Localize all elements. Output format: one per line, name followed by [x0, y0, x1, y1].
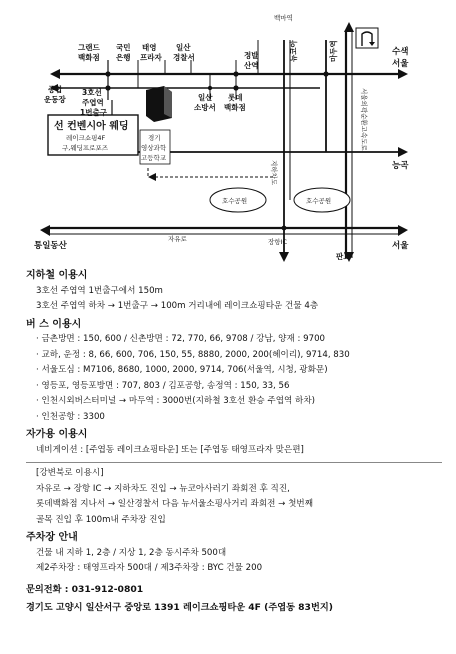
car-line-2: 롯데백화점 지나서 → 일산경찰서 다음 뉴서울소핑사거리 좌회전 → 첫번째	[36, 499, 314, 509]
label-jeongbal-1: 정발	[244, 51, 259, 60]
label-stadium-2: 운동장	[44, 95, 66, 104]
label-jeongbal-2: 산역	[244, 61, 259, 70]
car-title: 자가용 이용시	[26, 429, 88, 440]
label-fire-2: 소방서	[194, 103, 216, 112]
highway-bottom	[40, 225, 408, 236]
label-line3-2: 주엽역	[82, 98, 104, 107]
label-park-1: 호수공원	[222, 197, 248, 205]
label-jangang-ic: 장항IC	[268, 238, 288, 246]
label-line3-1: 3호선	[82, 88, 102, 97]
label-kookmin-2: 은행	[116, 53, 131, 62]
venue-title: 선 컨벤시아 웨딩	[54, 121, 129, 132]
car-line-1: 자유로 → 장항 IC → 지하차도 진입 → 뉴코아사러기 좌회전 후 직진,	[36, 483, 290, 494]
label-taeyoung-2: 프라자	[140, 53, 162, 62]
label-kookmin-1: 국민	[116, 43, 131, 52]
parking-title: 주차장 안내	[26, 532, 78, 543]
label-line3-3: 1번출구	[80, 108, 107, 117]
car-line-3: 골목 진입 후 100m내 주차장 진입	[36, 514, 166, 525]
route-dashed	[148, 168, 275, 181]
subway-line-2: 3호선 주엽역 하차 → 1번출구 → 100m 거리내에 레이크쇼핑타운 건물 4층	[36, 301, 319, 311]
venue-sub2: 구,웨딩프로포즈	[62, 144, 109, 152]
label-seoul-bottom: 서울	[392, 241, 409, 251]
venue-sub1: 레이크쇼핑4F	[66, 134, 106, 142]
label-jayuro: 자유로	[168, 235, 187, 243]
label-ilsan-police-2: 경찰서	[173, 53, 195, 62]
label-nyuko: 뉴코아	[289, 40, 298, 62]
bus-line-2: · 교하, 운정 : 8, 66, 600, 706, 150, 55, 8880, 2000, 200(헤이리), 9714, 830	[36, 349, 350, 360]
label-fire-1: 일산	[198, 93, 213, 102]
bus-line-5: · 인천시외버스터미널 → 마두역 : 3000번(지하철 3호선 환승 주엽역 하차)	[36, 396, 315, 406]
parking-line-2: 제2주차장 : 태영프라자 500대 / 제3주차장 : BYC 건물 200	[36, 563, 263, 573]
label-suseak: 수색	[392, 47, 409, 57]
label-park-2: 호수공원	[306, 197, 332, 205]
label-expressway: 서울외곽순환고속도로	[360, 88, 368, 151]
directions-info	[26, 266, 446, 616]
label-grand-2: 백화점	[78, 53, 100, 62]
label-ilsan-police-1: 일산	[176, 43, 191, 52]
bus-title: 버 스 이용시	[26, 318, 82, 330]
venue-building-icon	[146, 86, 172, 122]
label-tongil: 통일동산	[34, 241, 67, 251]
bus-line-4: · 영등포, 영등포방면 : 707, 803 / 김포공항, 송정역 : 150, 33, 56	[36, 380, 290, 391]
contact-phone: 문의전화 : 031-912-0801	[26, 583, 144, 595]
label-neunggok: 능곡	[392, 161, 409, 171]
car-nav: 네비게이션 : [주엽동 레이크쇼핑타운] 또는 [주엽동 태영프라자 맞은편]	[36, 444, 304, 455]
bus-line-6: · 인천공항 : 3300	[36, 411, 105, 422]
label-underpass: 지하차도	[270, 160, 278, 186]
label-madu: 마두역	[329, 40, 338, 62]
bus-line-3: · 서울도심 : M7106, 8680, 1000, 2000, 9714, 706(서울역, 시청, 광화문)	[36, 365, 328, 375]
subway-title: 지하철 이용시	[26, 270, 88, 281]
label-seoul-top: 서울	[392, 59, 409, 69]
label-baekma: 백마역	[274, 14, 293, 22]
bus-line-1: · 금촌방면 : 150, 600 / 신촌방면 : 72, 770, 66, 9708 / 강남, 양재 : 9700	[36, 334, 326, 344]
label-lotte-2: 백화점	[224, 103, 246, 112]
car-sub-title: [강변북로 이용시]	[36, 468, 104, 478]
location-map	[0, 0, 456, 262]
main-road-top	[50, 69, 408, 79]
label-lotte-1: 롯데	[228, 93, 243, 102]
label-stadium-1: 종합	[48, 85, 63, 94]
parking-line-1: 건물 내 지하 1, 2층 / 지상 1, 2층 동시주차 500대	[36, 547, 227, 558]
label-school-1: 경기	[148, 134, 161, 142]
label-taeyoung-1: 태영	[142, 43, 157, 52]
label-pangyo: 판교	[336, 252, 351, 261]
divider	[26, 462, 442, 463]
address: 경기도 고양시 일산서구 중앙로 1391 레이크쇼핑타운 4F (주엽동 83번지)	[26, 602, 333, 613]
label-grand-1: 그랜드	[78, 43, 100, 52]
uturn-sign	[356, 28, 378, 48]
label-school-3: 고등학교	[141, 154, 167, 162]
label-school-2: 영상과학	[141, 144, 167, 152]
subway-line-1: 3호선 주엽역 1번출구에서 150m	[36, 285, 163, 296]
